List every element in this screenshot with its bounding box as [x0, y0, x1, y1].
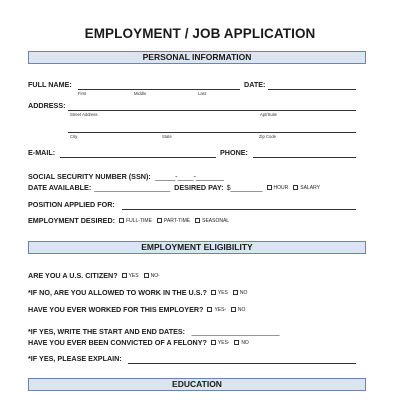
citizen-question-label: ARE YOU A U.S. CITIZEN? — [28, 271, 118, 280]
allowed-yes-label: YES — [217, 289, 228, 296]
zip-code-caption: Zip Code — [259, 134, 276, 139]
worked-before-row — [28, 305, 245, 314]
form-title: EMPLOYMENT / JOB APPLICATION — [84, 26, 316, 41]
ssn-row — [28, 166, 224, 184]
part-time-option[interactable] — [157, 218, 190, 224]
start-end-dates-field[interactable]: ______________________ — [191, 327, 280, 336]
worked-before-label: HAVE YOU EVER WORKED FOR THIS EMPLOYER? — [28, 305, 204, 314]
employment-desired-label: EMPLOYMENT DESIRED: — [28, 216, 116, 225]
full-name-field[interactable] — [78, 89, 240, 90]
pay-hour-label: HOUR — [273, 184, 289, 191]
full-time-option[interactable] — [119, 218, 152, 224]
seasonal-label: SEASONAL — [202, 217, 230, 224]
date-available-field[interactable]: ___________________ — [94, 183, 171, 192]
street-address-field[interactable] — [68, 110, 356, 111]
citizen-no-label: NO — [150, 272, 159, 279]
desired-pay-field[interactable]: $________ — [226, 183, 263, 192]
checkbox-icon — [157, 218, 162, 223]
checkbox-icon — [234, 340, 239, 345]
checkbox-icon — [231, 307, 236, 312]
email-field[interactable] — [60, 157, 216, 158]
felony-yes-option[interactable] — [211, 340, 229, 346]
felony-yes-asterisk: * — [227, 340, 230, 345]
worked-yes-label: YES — [214, 306, 225, 313]
date-field[interactable] — [268, 89, 356, 90]
state-caption: State — [162, 134, 172, 139]
desired-pay-label: DESIRED PAY: — [174, 183, 224, 192]
checkbox-icon — [119, 218, 124, 223]
start-end-dates-row — [28, 321, 279, 339]
pay-salary-label: SALARY — [300, 184, 320, 191]
checkbox-icon — [211, 340, 216, 345]
apt-suite-caption: Apt/Suite — [260, 112, 277, 117]
full-name-first-caption: First — [78, 91, 87, 96]
email-label: E-MAIL: — [28, 148, 56, 157]
felony-no-option[interactable] — [234, 340, 249, 346]
worked-yes-asterisk: * — [224, 307, 226, 312]
date-available-label: DATE AVAILABLE: — [28, 183, 92, 192]
date-label: DATE: — [244, 80, 266, 89]
availability-row — [28, 183, 320, 192]
allowed-no-label: NO — [239, 289, 248, 296]
seasonal-option[interactable] — [195, 218, 229, 224]
city-caption: City — [70, 134, 78, 139]
checkbox-icon — [207, 307, 212, 312]
allowed-to-work-label: *IF NO, ARE YOU ALLOWED TO WORK IN THE U.S.? — [28, 288, 207, 297]
felony-explain-field[interactable] — [128, 363, 356, 364]
checkbox-icon — [233, 290, 238, 295]
allowed-no-option[interactable] — [233, 290, 248, 296]
full-name-last-caption: Last — [198, 91, 206, 96]
pay-hour-option[interactable] — [267, 185, 289, 191]
felony-question-label: HAVE YOU EVER BEEN CONVICTED OF A FELONY? — [28, 338, 207, 347]
checkbox-icon — [267, 185, 272, 190]
section-header-education: EDUCATION — [28, 378, 366, 391]
phone-label: PHONE: — [220, 148, 248, 157]
checkbox-icon — [211, 290, 216, 295]
felony-question-row — [28, 338, 249, 347]
checkbox-icon — [122, 273, 127, 278]
felony-yes-label: YES — [217, 339, 228, 346]
phone-field[interactable] — [253, 157, 356, 158]
allowed-to-work-row — [28, 288, 247, 297]
section-header-employment-eligibility: EMPLOYMENT ELIGIBILITY — [28, 241, 366, 254]
allowed-yes-option[interactable] — [211, 290, 228, 296]
worked-no-option[interactable] — [231, 307, 246, 313]
street-address-caption: Street Address — [70, 112, 98, 117]
felony-explain-label: *IF YES, PLEASE EXPLAIN: — [28, 354, 122, 363]
ssn-field[interactable]: _____-____-_______ — [155, 172, 224, 181]
felony-no-label: NO — [241, 339, 249, 346]
address-label: ADDRESS: — [28, 101, 66, 110]
full-name-middle-caption: Middle — [134, 91, 147, 96]
full-time-label: FULL-TIME — [126, 217, 152, 224]
position-label: POSITION APPLIED FOR: — [28, 200, 115, 209]
checkbox-icon — [293, 185, 298, 190]
section-header-personal-information: PERSONAL INFORMATION — [28, 51, 366, 64]
citizen-no-asterisk: * — [158, 273, 160, 278]
citizen-yes-label: YES — [128, 272, 139, 279]
pay-salary-option[interactable] — [293, 185, 320, 191]
employment-desired-row — [28, 216, 229, 225]
ssn-label: SOCIAL SECURITY NUMBER (SSN): — [28, 172, 151, 181]
citizen-yes-option[interactable] — [122, 273, 139, 279]
city-state-zip-field[interactable] — [68, 132, 356, 133]
citizen-question-row — [28, 271, 159, 280]
checkbox-icon — [144, 273, 149, 278]
worked-yes-option[interactable] — [207, 307, 225, 313]
citizen-no-option[interactable] — [144, 273, 160, 279]
worked-no-label: NO — [237, 306, 246, 313]
checkbox-icon — [195, 218, 200, 223]
start-end-dates-label: *IF YES, WRITE THE START AND END DATES: — [28, 327, 186, 336]
full-name-label: FULL NAME: — [28, 80, 72, 89]
part-time-label: PART-TIME — [163, 217, 191, 224]
position-field[interactable] — [122, 209, 356, 210]
